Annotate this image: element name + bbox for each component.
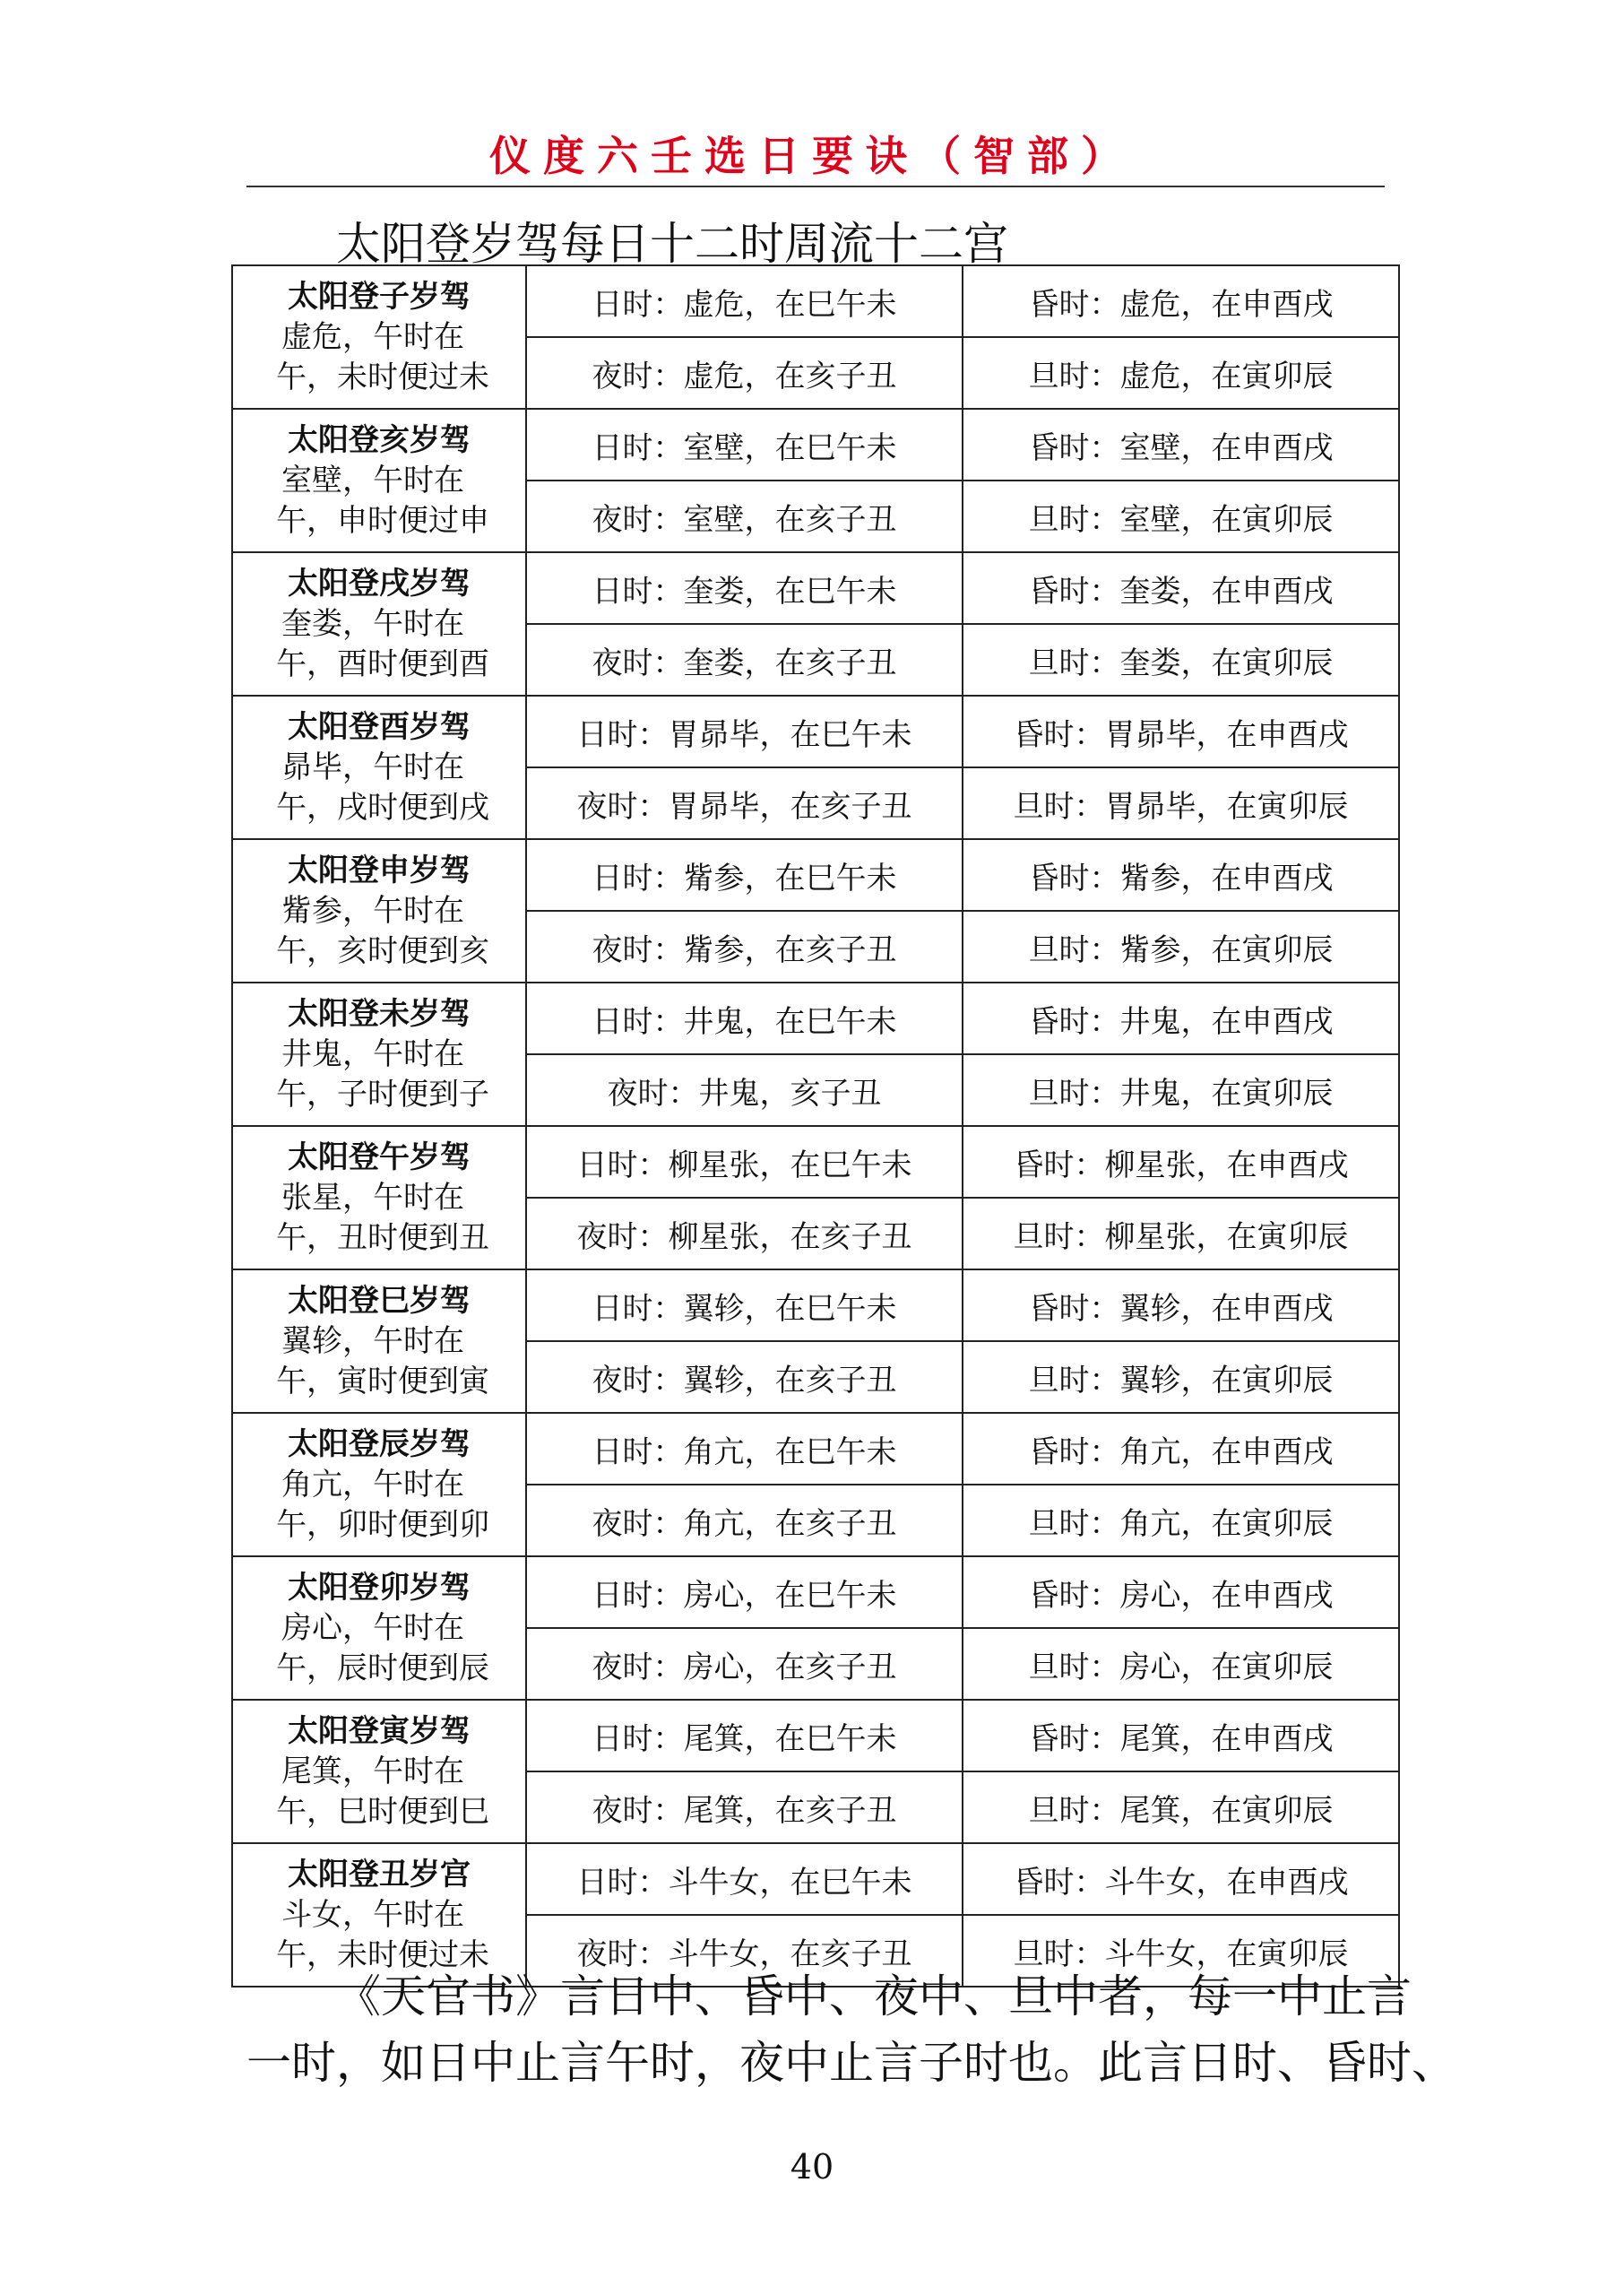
row-label-cell [232,1556,526,1700]
night-time-cell: 夜时：室壁，在亥子丑 [526,481,963,552]
row-label-cell [232,696,526,839]
dusk-time-cell: 昏时：角亢，在申酉戌 [963,1413,1399,1485]
row-desc-line2: 午，亥时便到亥 [276,932,489,969]
day-time-cell: 日时：奎娄，在巳午未 [526,552,963,624]
dawn-time-cell: 旦时：奎娄，在寅卯辰 [963,624,1399,696]
day-time-cell: 日时：斗牛女，在巳午未 [526,1843,963,1915]
table-row [232,1269,1399,1341]
row-desc-line1: 张星，午时在 [281,1179,464,1216]
row-desc-line2: 午，戌时便到戌 [276,789,489,826]
day-time-cell: 日时：角亢，在巳午未 [526,1413,963,1485]
row-desc-line1: 角亢，午时在 [281,1466,464,1503]
night-time-cell: 夜时：房心，在亥子丑 [526,1628,963,1700]
row-desc-line1: 虚危，午时在 [281,318,464,355]
day-time-cell: 日时：翼轸，在巳午未 [526,1269,963,1341]
table-row [232,1843,1399,1915]
dawn-time-cell: 旦时：觜参，在寅卯辰 [963,911,1399,983]
row-desc-line1: 室壁，午时在 [281,462,464,498]
table-row [232,839,1399,911]
dusk-time-cell: 昏时：室壁，在申酉戌 [963,409,1399,481]
row-title: 太阳登未岁驾 [288,995,471,1032]
row-title: 太阳登卯岁驾 [288,1569,471,1606]
row-desc-line1: 斗女，午时在 [281,1896,464,1933]
dusk-time-cell: 昏时：奎娄，在申酉戌 [963,552,1399,624]
table-row [232,409,1399,481]
day-time-cell: 日时：房心，在巳午未 [526,1556,963,1628]
row-label-cell [232,552,526,696]
table-row [232,696,1399,767]
table-row [232,1126,1399,1198]
dawn-time-cell: 旦时：角亢，在寅卯辰 [963,1485,1399,1556]
row-label-cell [232,983,526,1126]
row-title: 太阳登戌岁驾 [288,565,471,602]
row-label-cell [232,409,526,552]
table-row [232,1556,1399,1628]
night-time-cell: 夜时：尾箕，在亥子丑 [526,1771,963,1843]
row-desc-line1: 翼轸，午时在 [281,1322,464,1359]
row-desc-line2: 午，子时便到子 [276,1076,489,1113]
dawn-time-cell: 旦时：翼轸，在寅卯辰 [963,1341,1399,1413]
table-row [232,1413,1399,1485]
dawn-time-cell: 旦时：房心，在寅卯辰 [963,1628,1399,1700]
row-desc-line2: 午，丑时便到丑 [276,1219,489,1256]
dawn-time-cell: 旦时：井鬼，在寅卯辰 [963,1054,1399,1126]
dusk-time-cell: 昏时：觜参，在申酉戌 [963,839,1399,911]
row-label-cell [232,1269,526,1413]
night-time-cell: 夜时：角亢，在亥子丑 [526,1485,963,1556]
row-desc-line2: 午，未时便过未 [276,1936,489,1973]
dusk-time-cell: 昏时：翼轸，在申酉戌 [963,1269,1399,1341]
sun-position-table [231,264,1400,1988]
table-row [232,1700,1399,1771]
row-label-cell [232,839,526,983]
dawn-time-cell: 旦时：室壁，在寅卯辰 [963,481,1399,552]
day-time-cell: 日时：胃昴毕，在巳午未 [526,696,963,767]
page-number: 40 [790,2147,834,2187]
night-time-cell: 夜时：井鬼，亥子丑 [526,1054,963,1126]
table-row [232,552,1399,624]
row-desc-line1: 昴毕，午时在 [281,749,464,785]
dusk-time-cell: 昏时：虚危，在申酉戌 [963,265,1399,337]
dusk-time-cell: 昏时：斗牛女，在申酉戌 [963,1843,1399,1915]
day-time-cell: 日时：觜参，在巳午未 [526,839,963,911]
body-paragraph [246,1963,1456,2096]
row-desc-line2: 午，酉时便到酉 [276,645,489,682]
paragraph-line: 一时，如日中止言午时，夜中止言子时也。此言日时、昏时、 [246,2037,1456,2089]
night-time-cell: 夜时：斗牛女，在亥子丑 [526,1915,963,1987]
row-desc-line1: 井鬼，午时在 [281,1035,464,1072]
running-header-title: 仪度六壬选日要诀（智部） [489,132,1135,180]
day-time-cell: 日时：井鬼，在巳午未 [526,983,963,1054]
night-time-cell: 夜时：胃昴毕，在亥子丑 [526,767,963,839]
row-desc-line1: 房心，午时在 [281,1609,464,1646]
dusk-time-cell: 昏时：尾箕，在申酉戌 [963,1700,1399,1771]
row-title: 太阳登申岁驾 [288,852,471,888]
row-desc-line1: 尾箕，午时在 [281,1753,464,1789]
day-time-cell: 日时：柳星张，在巳午未 [526,1126,963,1198]
dusk-time-cell: 昏时：房心，在申酉戌 [963,1556,1399,1628]
row-title: 太阳登巳岁驾 [288,1282,471,1319]
row-label-cell [232,265,526,409]
row-title: 太阳登酉岁驾 [288,708,471,745]
row-desc-line1: 觜参，午时在 [281,892,464,929]
row-label-cell [232,1700,526,1843]
row-label-cell [232,1126,526,1269]
dusk-time-cell: 昏时：井鬼，在申酉戌 [963,983,1399,1054]
dawn-time-cell: 旦时：柳星张，在寅卯辰 [963,1198,1399,1269]
row-title: 太阳登午岁驾 [288,1139,471,1175]
paragraph-line: 《天官书》言日中、昏中、夜中、旦中者，每一中止言 [336,1970,1412,2022]
row-desc-line2: 午，辰时便到辰 [276,1650,489,1686]
row-desc-line2: 午，巳时便到巳 [276,1793,489,1830]
dawn-time-cell: 旦时：尾箕，在寅卯辰 [963,1771,1399,1843]
row-desc-line2: 午，未时便过未 [276,359,489,395]
row-desc-line2: 午，申时便过申 [276,502,489,539]
row-label-cell [232,1413,526,1556]
night-time-cell: 夜时：觜参，在亥子丑 [526,911,963,983]
section-heading: 太阳登岁驾每日十二时周流十二宫 [336,218,1008,270]
night-time-cell: 夜时：柳星张，在亥子丑 [526,1198,963,1269]
row-title: 太阳登辰岁驾 [288,1425,471,1462]
row-title: 太阳登丑岁宫 [288,1856,471,1892]
night-time-cell: 夜时：虚危，在亥子丑 [526,337,963,409]
row-desc-line2: 午，卯时便到卯 [276,1506,489,1543]
dawn-time-cell: 旦时：虚危，在寅卯辰 [963,337,1399,409]
row-title: 太阳登寅岁驾 [288,1712,471,1749]
day-time-cell: 日时：尾箕，在巳午未 [526,1700,963,1771]
row-desc-line1: 奎娄，午时在 [281,605,464,642]
day-time-cell: 日时：虚危，在巳午未 [526,265,963,337]
table-row [232,265,1399,337]
dawn-time-cell: 旦时：胃昴毕，在寅卯辰 [963,767,1399,839]
night-time-cell: 夜时：翼轸，在亥子丑 [526,1341,963,1413]
row-desc-line2: 午，寅时便到寅 [276,1363,489,1399]
row-title: 太阳登子岁驾 [288,278,471,315]
night-time-cell: 夜时：奎娄，在亥子丑 [526,624,963,696]
row-title: 太阳登亥岁驾 [288,421,471,458]
dusk-time-cell: 昏时：胃昴毕，在申酉戌 [963,696,1399,767]
table-row [232,983,1399,1054]
dusk-time-cell: 昏时：柳星张，在申酉戌 [963,1126,1399,1198]
header-divider [246,186,1385,187]
dawn-time-cell: 旦时：斗牛女，在寅卯辰 [963,1915,1399,1987]
day-time-cell: 日时：室壁，在巳午未 [526,409,963,481]
